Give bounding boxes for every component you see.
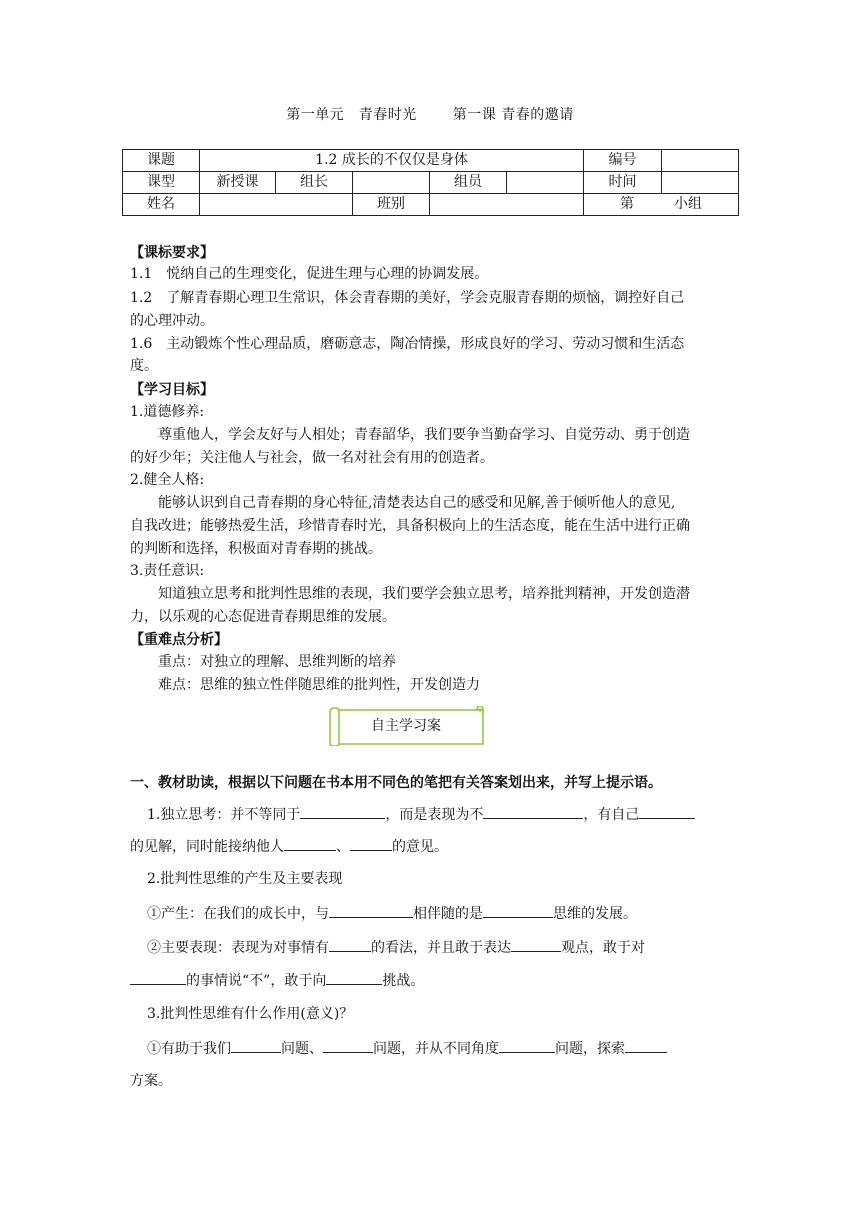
responsibility-title: 3.责任意识: xyxy=(130,563,205,579)
topic-value: 1.2 成长的不仅仅是身体 xyxy=(200,150,584,172)
leader-field[interactable] xyxy=(353,172,430,194)
question-1-line-1: 1.独立思考：并不等同于 ，而是表现为不 ，有自己 xyxy=(147,804,695,825)
number-field[interactable] xyxy=(662,150,739,172)
question-3-line-2: 方案。 xyxy=(130,1073,172,1089)
time-label: 时间 xyxy=(584,172,662,194)
moral-title: 1.道德修养: xyxy=(130,404,205,420)
time-field[interactable] xyxy=(662,172,739,194)
question-1-line-2: 的见解，同时能接纳他人 、 的意见。 xyxy=(130,836,448,857)
answer-blank[interactable] xyxy=(625,1038,667,1053)
standard-item: 1.1 悦纳自己的生理变化，促进生理与心理的协调发展。 xyxy=(130,266,489,282)
page-title xyxy=(0,104,860,124)
answer-blank[interactable] xyxy=(499,1038,555,1053)
class-label: 班别 xyxy=(353,194,430,216)
answer-blank[interactable] xyxy=(323,1038,373,1053)
question-2-origin: ①产生：在我们的成长中，与 相伴随的是 思维的发展。 xyxy=(147,903,637,924)
standard-item: 度。 xyxy=(130,358,158,374)
self-study-banner xyxy=(327,706,485,746)
member-label: 组员 xyxy=(430,172,507,194)
question-3-line-1: ①有助于我们 问题、 问题，并从不同角度 问题，探索 xyxy=(147,1038,667,1059)
standards-heading: 【课标要求】 xyxy=(130,245,214,261)
question-2-main-line-2: 的事情说“不”，敢于向 挑战。 xyxy=(130,970,424,991)
question-2-main-line-1: ②主要表现：表现为对事情有 的看法，并且敢于表达 观点，敢于对 xyxy=(147,937,645,958)
standard-item: 的心理冲动。 xyxy=(130,313,214,329)
answer-blank[interactable] xyxy=(483,903,553,918)
unit-title: 第一单元 青春时光 xyxy=(286,107,417,123)
topic-label: 课题 xyxy=(123,150,200,172)
responsibility-line: 力，以乐观的心态促进青春期思维的发展。 xyxy=(130,609,396,625)
answer-blank[interactable] xyxy=(639,804,695,819)
name-label: 姓名 xyxy=(123,194,200,216)
answer-blank[interactable] xyxy=(300,804,385,819)
leader-label: 组长 xyxy=(276,172,353,194)
key-points-heading: 【重难点分析】 xyxy=(130,632,228,648)
type-value: 新授课 xyxy=(200,172,276,194)
difficulty-point: 难点：思维的独立性伴随思维的批判性，开发创造力 xyxy=(158,677,480,693)
focus-point: 重点：对独立的理解、思维判断的培养 xyxy=(158,654,396,670)
class-field[interactable] xyxy=(430,194,584,216)
standard-item: 1.2 了解青春期心理卫生常识，体会青春期的美好，学会克服青春期的烦恼，调控好自己 xyxy=(130,290,685,306)
group-suffix: 小组 xyxy=(674,196,703,212)
answer-blank[interactable] xyxy=(329,937,371,952)
answer-blank[interactable] xyxy=(329,903,413,918)
name-field[interactable] xyxy=(200,194,353,216)
responsibility-line: 知道独立思考和批判性思维的表现，我们要学会独立思考，培养批判精神，开发创造潜 xyxy=(158,586,690,602)
standard-item: 1.6 主动锻炼个性心理品质，磨砺意志，陶冶情操，形成良好的学习、劳动习惯和生活态 xyxy=(130,336,685,352)
answer-blank[interactable] xyxy=(231,1038,281,1053)
group-cell[interactable] xyxy=(584,194,739,216)
answer-blank[interactable] xyxy=(284,836,336,851)
answer-blank[interactable] xyxy=(326,970,382,985)
question-2-title: 2.批判性思维的产生及主要表现 xyxy=(147,871,343,887)
moral-line: 尊重他人，学会友好与人相处；青春韶华，我们要争当勤奋学习、自觉劳动、勇于创造 xyxy=(158,427,690,443)
type-label: 课型 xyxy=(123,172,200,194)
objectives-heading: 【学习目标】 xyxy=(130,382,214,398)
section-one-heading: 一、教材助读，根据以下问题在书本用不同色的笔把有关答案划出来，并写上提示语。 xyxy=(130,775,662,791)
moral-line: 的好少年；关注他人与社会，做一名对社会有用的创造者。 xyxy=(130,450,494,466)
table-row xyxy=(123,194,739,216)
member-field[interactable] xyxy=(507,172,584,194)
personality-title: 2.健全人格: xyxy=(130,472,205,488)
answer-blank[interactable] xyxy=(511,937,561,952)
question-3-title: 3.批判性思维有什么作用(意义)？ xyxy=(147,1006,354,1022)
personality-line: 的判断和选择，积极面对青春期的挑战。 xyxy=(130,541,382,557)
personality-line: 能够认识到自己青春期的身心特征,清楚表达自己的感受和见解,善于倾听他人的意见, xyxy=(158,495,676,511)
lesson-title: 第一课 青春的邀请 xyxy=(452,107,574,123)
answer-blank[interactable] xyxy=(130,970,186,985)
table-row xyxy=(123,150,739,172)
personality-line: 自我改进；能够热爱生活，珍惜青春时光，具备积极向上的生活态度，能在生活中进行正确 xyxy=(130,518,690,534)
answer-blank[interactable] xyxy=(483,804,583,819)
table-row xyxy=(123,172,739,194)
lesson-info-table xyxy=(122,149,739,216)
group-prefix: 第 xyxy=(620,196,635,212)
banner-label: 自主学习案 xyxy=(371,718,441,734)
answer-blank[interactable] xyxy=(350,836,392,851)
number-label: 编号 xyxy=(584,150,662,172)
